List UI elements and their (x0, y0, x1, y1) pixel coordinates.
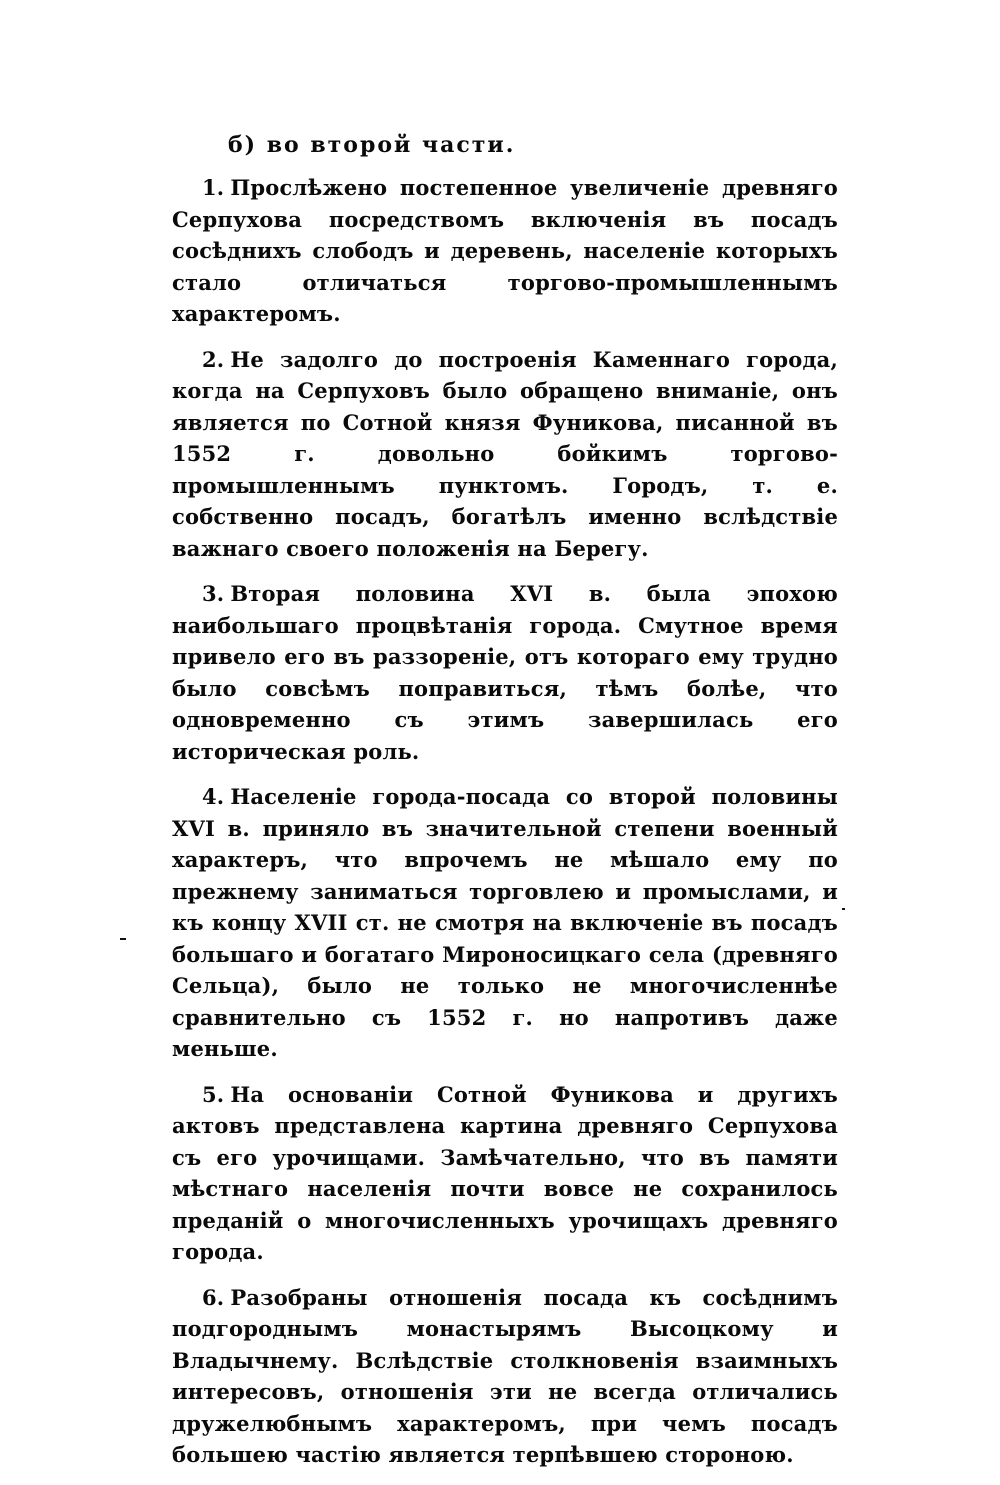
section-heading: б) во второй части. (228, 132, 516, 158)
item-text: Вторая половина XVI в. была эпохою наибольшаго процвѣтанія города. Смутное время привело его въ раззореніе, отъ котораго ему трудно было совсѣмъ поправиться, тѣмъ болѣе, что одновременно съ этимъ завершилась его историческая роль. (172, 581, 838, 764)
conclusion-item-1 (172, 172, 838, 330)
item-number: 1. (202, 175, 225, 200)
conclusion-item-6 (172, 1282, 838, 1471)
item-text: Населеніе города-посада со второй половины XVI в. приняло въ значительной степени военный характеръ, что впрочемъ не мѣшало ему по прежнему заниматься торговлею и промыслами, и къ концу XVII ст. не смотря на включеніе въ посадъ большаго и богатаго Мироносицкаго села (древняго Сельца), было не только не многочисленнѣе сравнительно съ 1552 г. но напротивъ даже меньше. (172, 784, 838, 1061)
item-text: Прослѣжено постепенное увеличеніе древняго Серпухова посредствомъ включенія въ посадъ сосѣднихъ слободъ и деревень, населеніе которыхъ стало отличаться торгово-промышленнымъ характеромъ. (172, 175, 838, 326)
conclusion-item-3 (172, 578, 838, 767)
item-text: Разобраны отношенія посада къ сосѣднимъ подгороднымъ монастырямъ Высоцкому и Владычнему. Вслѣдствіе столкновенія взаимныхъ интересовъ, отношенія эти не всегда отличались дружелюбнымъ характеромъ, при чемъ посадъ большею частію является терпѣвшею стороною. (172, 1284, 838, 1467)
item-number: 2. (202, 346, 225, 372)
conclusion-item-2 (172, 344, 838, 565)
scan-speck-left (120, 938, 126, 940)
item-number: 3. (202, 581, 225, 606)
item-text: На основаніи Сотной Фуникова и другихъ актовъ представлена картина древняго Серпухова съ его урочищами. Замѣчательно, что въ памяти мѣстнаго населенія почти вовсе не сохранилось преданій о многочисленныхъ урочищахъ древняго города. (172, 1081, 838, 1264)
item-number: 6. (202, 1284, 225, 1310)
conclusions-list (172, 172, 838, 1485)
conclusion-item-4 (172, 781, 838, 1065)
item-number: 4. (202, 784, 225, 809)
item-number: 5. (202, 1081, 225, 1107)
conclusion-item-5 (172, 1079, 838, 1268)
scan-speck-right (842, 908, 845, 910)
item-text: Не задолго до построенія Каменнаго города, когда на Серпуховъ было обращено вниманіе, онъ является по Сотной князя Фуникова, писанной въ 1552 г. довольно бойкимъ торгово-промышленнымъ пунктомъ. Городъ, т. е. собственно посадъ, богатѣлъ именно вслѣдствіе важнаго своего положенія на Берегу. (172, 346, 838, 561)
